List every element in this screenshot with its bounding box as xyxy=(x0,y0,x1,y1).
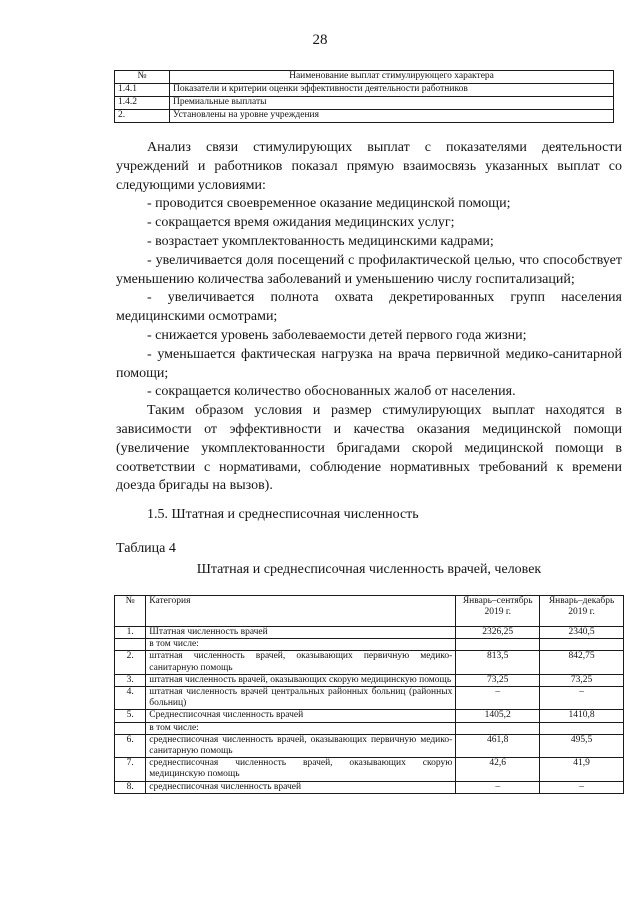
table-cell xyxy=(540,722,624,734)
table-cell: – xyxy=(540,781,624,793)
table-row xyxy=(115,674,624,686)
table-cell: штатная численность врачей, оказывающих первичную медико-санитарную помощь xyxy=(146,651,456,674)
table-cell: 1.4.1 xyxy=(115,84,170,97)
table-cell: 7. xyxy=(115,758,146,781)
paragraph: - снижается уровень заболеваемости детей первого года жизни; xyxy=(147,327,527,343)
table-caption: Таблица 4 xyxy=(116,541,176,556)
table-row xyxy=(115,722,624,734)
table-header-cell: № xyxy=(115,596,146,627)
table-header-cell: Январь–декабрь 2019 г. xyxy=(540,596,624,627)
table-cell: 41,9 xyxy=(540,758,624,781)
table-cell: 813,5 xyxy=(456,651,540,674)
table-row xyxy=(115,758,624,781)
table-cell xyxy=(540,639,624,651)
table-cell: 73,25 xyxy=(456,674,540,686)
table-header-cell: № xyxy=(115,71,170,84)
table-cell: 1. xyxy=(115,627,146,639)
table-header-cell: Январь–сентябрь 2019 г. xyxy=(456,596,540,627)
table-cell: 495,5 xyxy=(540,734,624,757)
table-row xyxy=(115,110,614,123)
table-cell: среднесписочная численность врачей, оказывающих первичную медико-санитарную помощь xyxy=(146,734,456,757)
table-cell: 3. xyxy=(115,674,146,686)
table-cell: в том числе: xyxy=(146,639,456,651)
table-cell: 1410,8 xyxy=(540,710,624,722)
table-header-cell: Наименование выплат стимулирующего характера xyxy=(170,71,614,84)
table-cell: 5. xyxy=(115,710,146,722)
table-cell xyxy=(456,639,540,651)
table-cell: 1.4.2 xyxy=(115,97,170,110)
table-cell: в том числе: xyxy=(146,722,456,734)
table-row xyxy=(115,639,624,651)
table-cell: Штатная численность врачей xyxy=(146,627,456,639)
table-cell: Среднесписочная численность врачей xyxy=(146,710,456,722)
paragraph: Анализ связи стимулирующих выплат с показателями деятельности учреждений и работников показал прямую взаимосвязь указанных выплат со следующими условиями: xyxy=(116,140,622,193)
table-cell: 73,25 xyxy=(540,674,624,686)
table-cell: 2326,25 xyxy=(456,627,540,639)
table-cell: Показатели и критерии оценки эффективности деятельности работников xyxy=(170,84,614,97)
table-header-cell: Категория xyxy=(146,596,456,627)
table-title: Штатная и среднесписочная численность врачей, человек xyxy=(196,562,542,577)
table-row xyxy=(115,97,614,110)
section-title: 1.5. Штатная и среднесписочная численность xyxy=(147,507,419,522)
table-row xyxy=(115,687,624,710)
table-row xyxy=(115,627,624,639)
table-cell: Установлены на уровне учреждения xyxy=(170,110,614,123)
paragraph: - сокращается время ожидания медицинских услуг; xyxy=(147,215,455,231)
table-row xyxy=(115,710,624,722)
paragraph: - возрастает укомплектованность медицинскими кадрами; xyxy=(147,233,494,249)
table-row xyxy=(115,651,624,674)
table-cell: штатная численность врачей центральных районных больниц (районных больниц) xyxy=(146,687,456,710)
table-header-row xyxy=(115,596,624,627)
body-text xyxy=(116,139,622,496)
table-cell: 6. xyxy=(115,734,146,757)
table-row xyxy=(115,781,624,793)
table-cell: среднесписочная численность врачей, оказывающих скорую медицинскую помощь xyxy=(146,758,456,781)
table-cell: Премиальные выплаты xyxy=(170,97,614,110)
staff-table xyxy=(114,595,624,794)
paragraph: Таким образом условия и размер стимулирующих выплат находятся в зависимости от эффективности и качества оказания медицинской помощи (увеличение укомплектованности бригадами скорой медицинской помощи в соответствии с нормативами, соблюдение нормативных требований к времени доезда бригады на вызов). xyxy=(116,403,622,494)
table-cell: 42,6 xyxy=(456,758,540,781)
table-cell: 2. xyxy=(115,651,146,674)
paragraph: - увеличивается полнота охвата декретированных групп населения медицинскими осмотрами; xyxy=(116,290,622,325)
page-number: 28 xyxy=(312,32,328,48)
table-row xyxy=(115,84,614,97)
table-header-row xyxy=(115,71,614,84)
paragraph: - увеличивается доля посещений с профилактической целью, что способствует уменьшению количества заболеваний и уменьшению числу госпитализаций; xyxy=(116,252,622,287)
payments-table xyxy=(114,70,614,123)
table-cell: 1405,2 xyxy=(456,710,540,722)
table-cell: 4. xyxy=(115,687,146,710)
table-cell: 2. xyxy=(115,110,170,123)
table-cell xyxy=(115,722,146,734)
paragraph: - сокращается количество обоснованных жалоб от населения. xyxy=(147,384,516,400)
table-cell: среднесписочная численность врачей xyxy=(146,781,456,793)
table-row xyxy=(115,734,624,757)
paragraph: - уменьшается фактическая нагрузка на врача первичной медико-санитарной помощи; xyxy=(116,346,622,381)
table-cell: – xyxy=(456,781,540,793)
table-cell: – xyxy=(540,687,624,710)
paragraph: - проводится своевременное оказание медицинской помощи; xyxy=(147,196,511,212)
table-cell: 8. xyxy=(115,781,146,793)
table-cell xyxy=(115,639,146,651)
table-cell: 2340,5 xyxy=(540,627,624,639)
table-cell: 461,8 xyxy=(456,734,540,757)
table-cell: штатная численность врачей, оказывающих скорую медицинскую помощь xyxy=(146,674,456,686)
table-cell: – xyxy=(456,687,540,710)
table-cell xyxy=(456,722,540,734)
table-cell: 842,75 xyxy=(540,651,624,674)
